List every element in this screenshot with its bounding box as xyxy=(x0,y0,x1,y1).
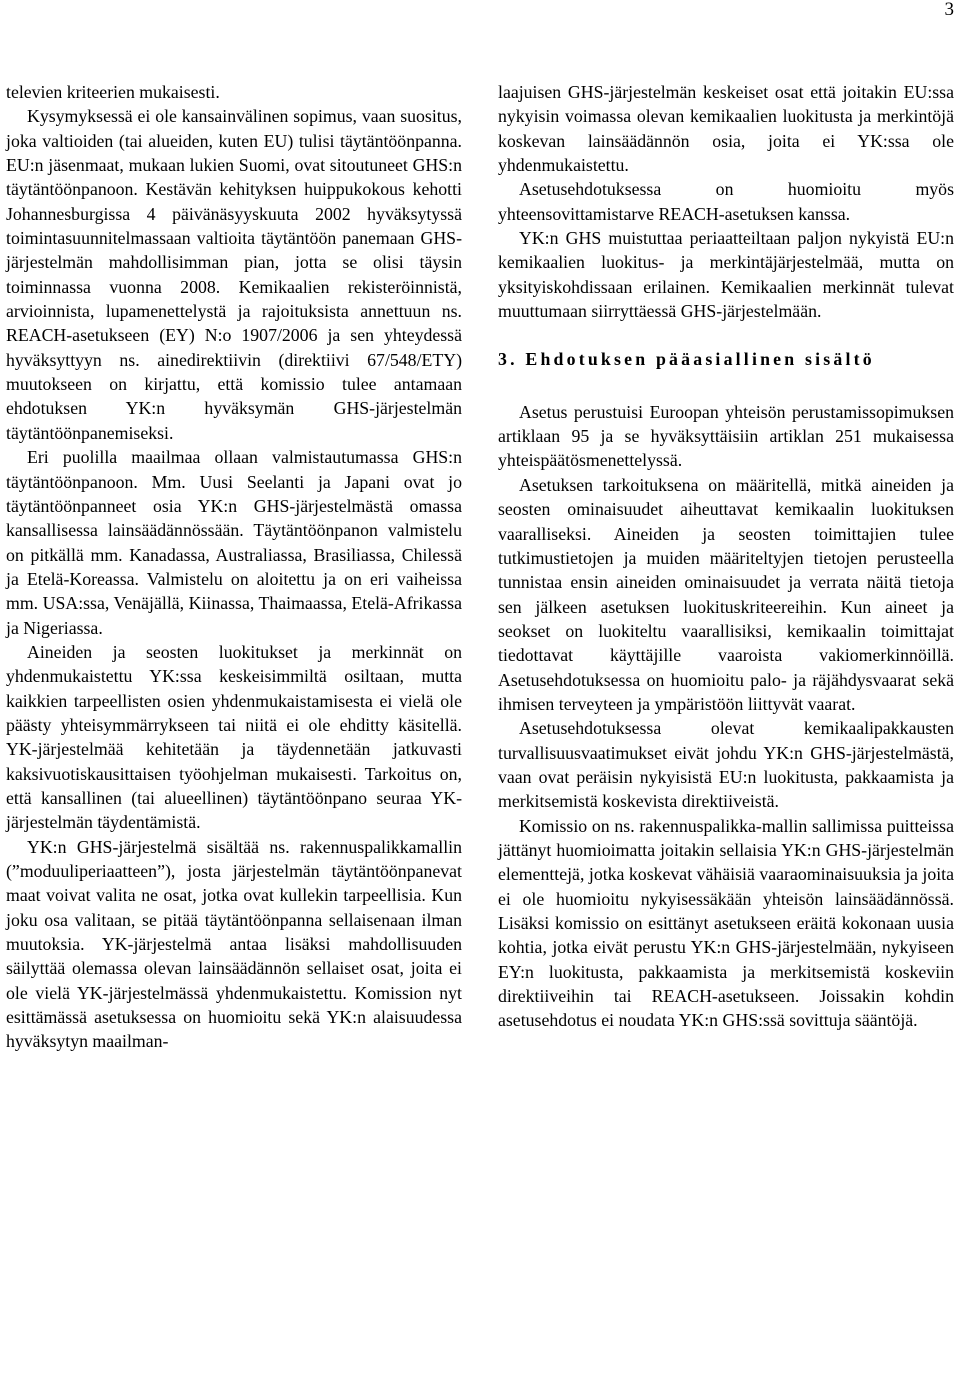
page-number: 3 xyxy=(944,0,954,20)
paragraph: Komissio on ns. rakennuspalikka-mallin sallimissa puitteissa jättänyt huomioimatta joitakin sellaisia YK:n GHS-järjestelmän elementtejä, jotka koskevat vähäisiä vaaraominaisuuksia ja joita ei ole huomioitu nykyisessäkään yhteisön lainsäädännössä. Lisäksi komissio on esittänyt asetukseen eräitä kokonaan uusia kohtia, jotka eivät perustu YK:n GHS-järjestelmään, nykyiseen EY:n luokitusta, pakkaamista ja merkitsemistä koskeviin direktiiveihin tai REACH-asetukseen. Joissakin kohdin asetusehdotus ei noudata YK:n GHS:ssä sovittuja sääntöjä. xyxy=(498,815,954,1031)
paragraph: televien kriteerien mukaisesti. xyxy=(6,82,220,102)
paragraph: Asetus perustuisi Euroopan yhteisön perustamissopimuksen artiklaan 95 ja se hyväksyttäisiin artiklan 251 mukaisessa yhteispäätösmenettelyssä. xyxy=(498,401,954,471)
left-column xyxy=(6,80,462,1054)
paragraph: Asetusehdotuksessa on huomioitu myös yhteensovittamistarve REACH-asetuksen kanssa. xyxy=(498,179,954,224)
paragraph: Asetusehdotuksessa olevat kemikaalipakkausten turvallisuusvaatimukset eivät johdu YK:n GHS-järjestelmästä, vaan ovat peräisin nykyisistä EU:n luokitusta, pakkaamista ja merkitsemistä koskevista direktiiveistä. xyxy=(498,718,954,812)
right-column xyxy=(498,80,954,1033)
paragraph: Eri puolilla maailmaa ollaan valmistautumassa GHS:n täytäntöönpanoon. Mm. Uusi Seelanti ja Japani ovat jo täytäntöönpanneet osia YK:n GHS-järjestelmästä omassa kansallisessa lainsäädännössään. Täytäntöönpanon valmistelu on pitkällä mm. Kanadassa, Australiassa, Brasiliassa, Chilessä ja Etelä-Koreassa. Valmistelu on aloitettu ja on eri vaiheissa mm. USA:ssa, Venäjällä, Kiinassa, Thaimaassa, Etelä-Afrikassa ja Nigeriassa. xyxy=(6,447,462,638)
paragraph: YK:n GHS-järjestelmä sisältää ns. rakennuspalikkamallin (”moduuliperiaatteen”), josta järjestelmän täytäntöönpanevat maat voivat valita ne osat, jotka ovat kullekin tarpeellisia. Kun joku osa valitaan, se pitää täytäntöönpanna sellaisenaan ilman muutoksia. YK-järjestelmä antaa lisäksi mahdollisuuden säilyttää olemassa olevan lainsäädännön sellaiset osat, joita ei ole vielä YK-järjestelmässä yhdenmukaistettu. Komission nyt esittämässä asetuksessa on huomioitu sekä YK:n alaisuudessa hyväksytyn maailman- xyxy=(6,836,462,1052)
paragraph: laajuisen GHS-järjestelmän keskeiset osat että joitakin EU:ssa nykyisin voimassa olevan kemikaalien luokitusta ja merkintöjä koskevan lainsäädännön osia, joita ei YK:ssa ole yhdenmukaistettu. xyxy=(498,82,954,176)
paragraph: Asetuksen tarkoituksena on määritellä, mitkä aineiden ja seosten ominaisuudet aiheuttavat kemikaalin luokituksen vaaralliseksi. Aineiden ja seosten toimittajien tulee tutkimustietojen ja muiden määriteltyjen tietojen perusteella tunnistaa ensin aineiden ominaisuudet ja verrata näitä tietoja sen jälkeen asetuksen luokituskriteereihin. Kun aineet ja seokset on luokiteltu vaarallisiksi, kemikaalin toimittajat tiedottavat käyttäjille vaaroista vakiomerkinnöillä. Asetusehdotuksessa on huomioitu palo- ja räjähdysvaarat sekä ihmisen terveyteen ja ympäristöön liittyvät vaarat. xyxy=(498,474,954,714)
section-heading: 3. Ehdotuksen pääasiallinen sisältö xyxy=(498,349,875,370)
paragraph: Aineiden ja seosten luokitukset ja merkinnät on yhdenmukaistettu YK:ssa keskeisimmiltä osiltaan, mutta kaikkien tarpeellisten osien yhdenmukaistamisesta ei vielä ole päästy yhteisymmärrykseen tai niitä ei ole ehditty käsitellä. YK-järjestelmää kehitetään ja täydennetään jatkuvasti kaksivuotiskausittaisen työohjelman mukaisesti. Tarkoitus on, että kansallinen (tai alueellinen) täytäntöönpano seuraa YK-järjestelmän täydentämistä. xyxy=(6,641,462,833)
paragraph: Kysymyksessä ei ole kansainvälinen sopimus, vaan suositus, joka valtioiden (tai alueiden, kuten EU) tulisi täytäntöönpanna. EU:n jäsenmaat, mukaan lukien Suomi, ovat sitoutuneet GHS:n täytäntöönpanoon. Kestävän kehityksen huippukokous kehotti Johannesburgissa 4 päivänäsyyskuuta 2002 hyväksytyssä toimintasuunnitelmassaan valtioita täytäntöön panemaan GHS-järjestelmän mahdollisimman pian, jotta se olisi täysin toiminnassa vuonna 2008. Kemikaalien rekisteröinnistä, arvioinnista, lupamenettelystä ja rajoituksista annettuun ns. REACH-asetukseen (EY) N:o 1907/2006 ja sen yhteydessä hyväksyttyyn ns. ainedirektiivin (direktiivi 67/548/ETY) muutokseen on kirjattu, että komissio tulee antamaan ehdotuksen YK:n hyväksymän GHS-järjestelmän täytäntöönpanemiseksi. xyxy=(6,106,462,443)
paragraph: YK:n GHS muistuttaa periaatteiltaan paljon nykyistä EU:n kemikaalien luokitus- ja merkintäjärjestelmää, mutta on yksityiskohdissaan erilainen. Kemikaalien merkinnät tulevat muuttumaan siirryttäessä GHS-järjestelmään. xyxy=(498,228,954,322)
